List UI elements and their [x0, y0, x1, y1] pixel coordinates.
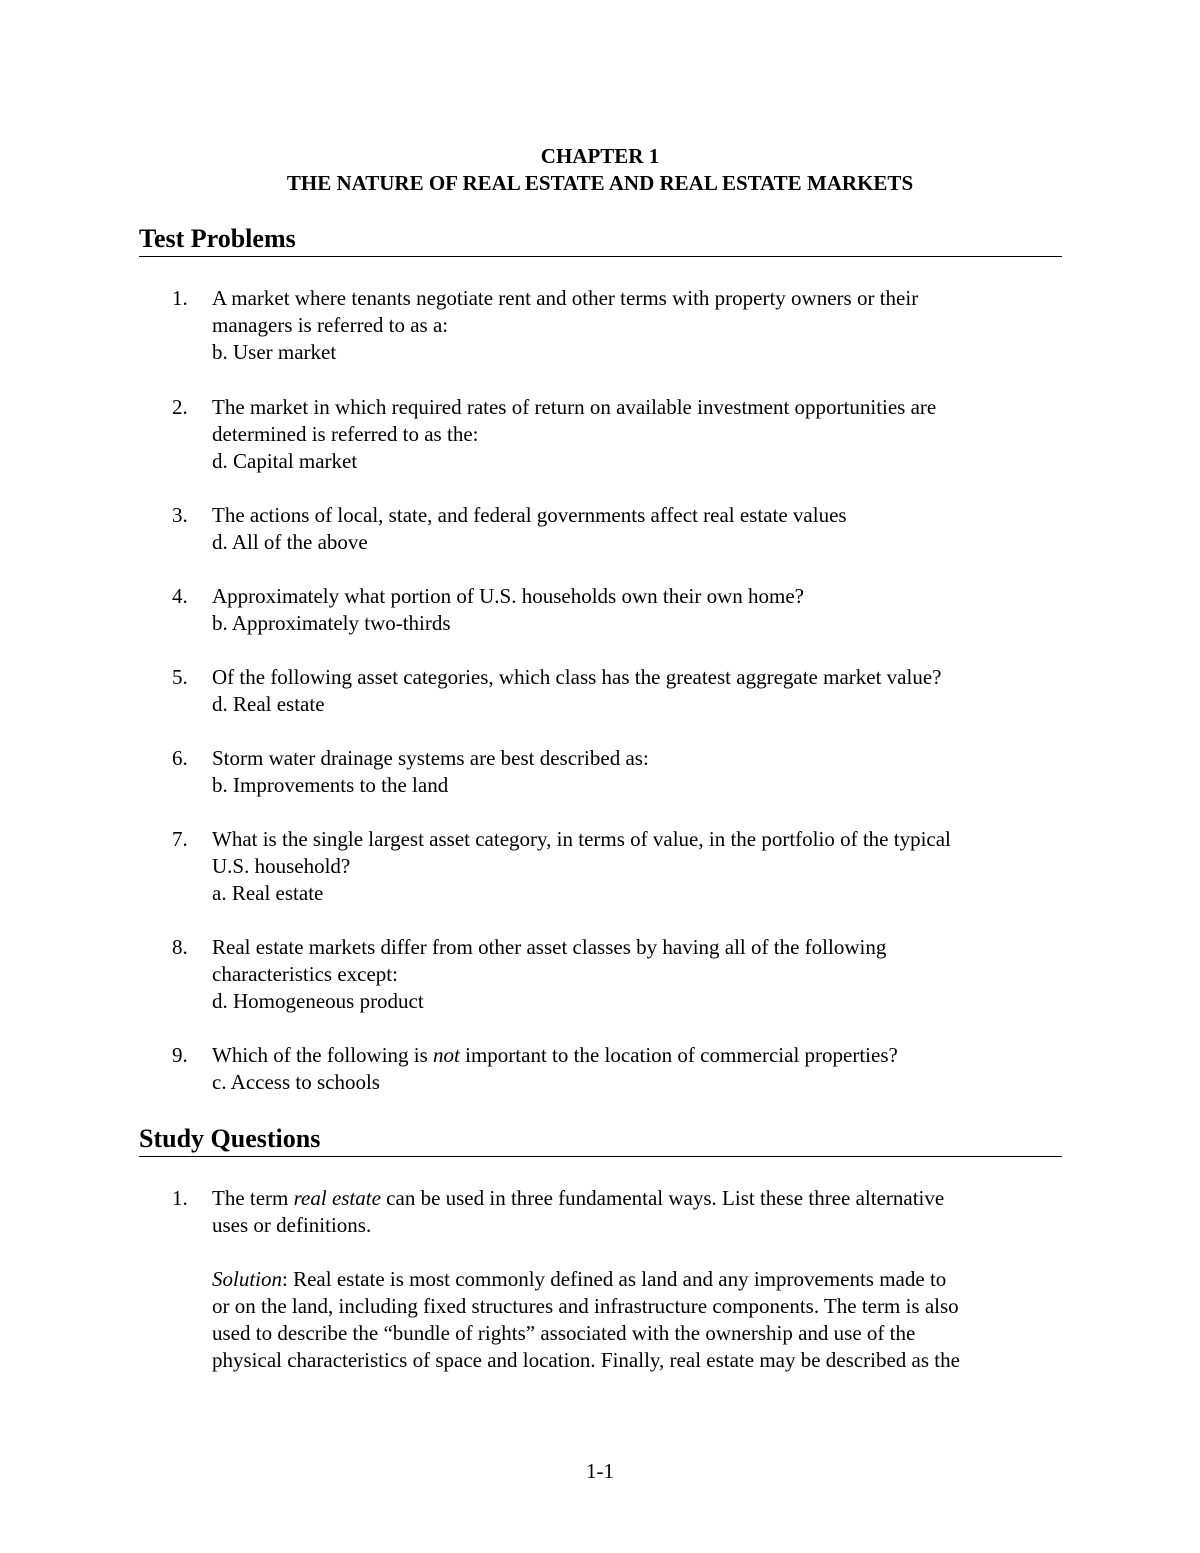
- question-line: characteristics except:: [212, 962, 398, 986]
- answer: b. Improvements to the land: [212, 773, 449, 797]
- item-body: [212, 934, 1062, 1015]
- solution-line: [212, 1266, 1062, 1293]
- item-body: [212, 1185, 1062, 1239]
- item-body: [212, 285, 1062, 366]
- question-line: Of the following asset categories, which class has the greatest aggregate market value?: [212, 665, 942, 689]
- answer: d. Real estate: [212, 692, 325, 716]
- item-body: [212, 502, 1062, 556]
- chapter-number: CHAPTER 1: [540, 144, 660, 168]
- question-emphasis: not: [433, 1043, 460, 1067]
- item-number: 1.: [172, 1186, 188, 1210]
- question-emphasis: real estate: [293, 1186, 381, 1210]
- solution-line: physical characteristics of space and location. Finally, real estate may be described as the: [212, 1348, 960, 1372]
- item-body: [212, 583, 1062, 637]
- item-body: [212, 664, 1062, 718]
- answer: d. Homogeneous product: [212, 989, 424, 1013]
- question-line: The market in which required rates of return on available investment opportunities are: [212, 395, 937, 419]
- item-number: 7.: [172, 827, 188, 851]
- item-number: 5.: [172, 665, 188, 689]
- question-line: The actions of local, state, and federal governments affect real estate values: [212, 503, 847, 527]
- question-line: A market where tenants negotiate rent and other terms with property owners or their: [212, 286, 919, 310]
- item-number: 1.: [172, 286, 188, 310]
- item-number: 9.: [172, 1043, 188, 1067]
- question-line: managers is referred to as a:: [212, 313, 449, 337]
- question-line: [212, 1185, 1062, 1212]
- question-text: The term: [212, 1186, 294, 1210]
- question-text: important to the location of commercial properties?: [459, 1043, 898, 1067]
- page-number: 1-1: [586, 1459, 614, 1483]
- question-line: Storm water drainage systems are best described as:: [212, 746, 649, 770]
- question-line: What is the single largest asset category, in terms of value, in the portfolio of the typical: [212, 827, 951, 851]
- question-line: uses or definitions.: [212, 1213, 372, 1237]
- section-heading-test-problems: Test Problems: [139, 224, 1062, 257]
- solution-paragraph: [212, 1266, 1062, 1374]
- answer: a. Real estate: [212, 881, 324, 905]
- question-text: can be used in three fundamental ways. List these three alternative: [380, 1186, 945, 1210]
- item-body: [212, 1042, 1062, 1096]
- answer: d. All of the above: [212, 530, 368, 554]
- item-number: 8.: [172, 935, 188, 959]
- section-heading-study-questions: Study Questions: [139, 1124, 1062, 1157]
- question-line: determined is referred to as the:: [212, 422, 479, 446]
- answer: d. Capital market: [212, 449, 358, 473]
- item-number: 2.: [172, 395, 188, 419]
- answer: b. User market: [212, 340, 337, 364]
- chapter-title: THE NATURE OF REAL ESTATE AND REAL ESTATE MARKETS: [286, 171, 914, 195]
- question-line: U.S. household?: [212, 854, 351, 878]
- item-number: 6.: [172, 746, 188, 770]
- item-body: [212, 826, 1062, 907]
- item-body: [212, 394, 1062, 475]
- question-line: [212, 1042, 1062, 1069]
- item-number: 3.: [172, 503, 188, 527]
- question-line: Approximately what portion of U.S. households own their own home?: [212, 584, 804, 608]
- solution-text: : Real estate is most commonly defined as land and any improvements made to: [282, 1267, 947, 1291]
- answer: b. Approximately two-thirds: [212, 611, 451, 635]
- answer: c. Access to schools: [212, 1070, 380, 1094]
- solution-line: used to describe the “bundle of rights” associated with the ownership and use of the: [212, 1321, 916, 1345]
- question-line: Real estate markets differ from other asset classes by having all of the following: [212, 935, 887, 959]
- item-number: 4.: [172, 584, 188, 608]
- solution-label: Solution: [212, 1267, 283, 1291]
- item-body: [212, 745, 1062, 799]
- solution-line: or on the land, including fixed structures and infrastructure components. The term is also: [212, 1294, 959, 1318]
- question-text: Which of the following is: [212, 1043, 434, 1067]
